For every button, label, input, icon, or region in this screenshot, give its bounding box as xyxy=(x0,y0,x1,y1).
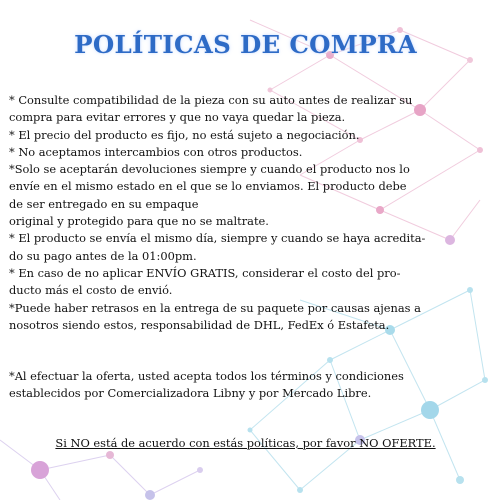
policy-line: nosotros siendo estos, responsabilidad de DHL, FedEx ó Estafeta. xyxy=(9,317,390,332)
offer-line: *Al efectuar la oferta, usted acepta todos los términos y condiciones xyxy=(9,369,404,384)
closing-notice: Si NO está de acuerdo con estás políticas, por favor NO OFERTE. xyxy=(55,436,436,450)
policy-line: envíe en el mismo estado en el que se lo enviamos. El producto debe xyxy=(9,179,407,194)
policy-line: * No aceptamos intercambios con otros productos. xyxy=(9,144,303,159)
policy-line: ducto más el costo de envió. xyxy=(9,283,173,298)
policy-line: de ser entregado en su empaque xyxy=(9,196,199,211)
policy-line: * El producto se envía el mismo día, siempre y cuando se haya acredita- xyxy=(9,231,426,246)
policy-line: *Puede haber retrasos en la entrega de su paquete por causas ajenas a xyxy=(9,300,421,315)
policy-line: * En caso de no aplicar ENVÍO GRATIS, considerar el costo del pro- xyxy=(9,265,401,280)
policy-line: do su pago antes de la 01:00pm. xyxy=(9,248,197,263)
policy-body xyxy=(9,92,483,403)
spacer xyxy=(9,334,483,368)
policy-line: * El precio del producto es fijo, no está sujeto a negociación. xyxy=(9,127,360,142)
offer-line: establecidos por Comercializadora Libny y por Mercado Libre. xyxy=(9,386,372,401)
policy-line: *Solo se aceptarán devoluciones siempre y cuando el producto nos lo xyxy=(9,162,410,177)
page-title: POLÍTICAS DE COMPRA xyxy=(74,30,417,59)
policy-line: compra para evitar errores y que no vaya quedar la pieza. xyxy=(9,110,346,125)
policy-line: * Consulte compatibilidad de la pieza con su auto antes de realizar su xyxy=(9,93,413,107)
policy-line: original y protegido para que no se maltrate. xyxy=(9,214,269,229)
